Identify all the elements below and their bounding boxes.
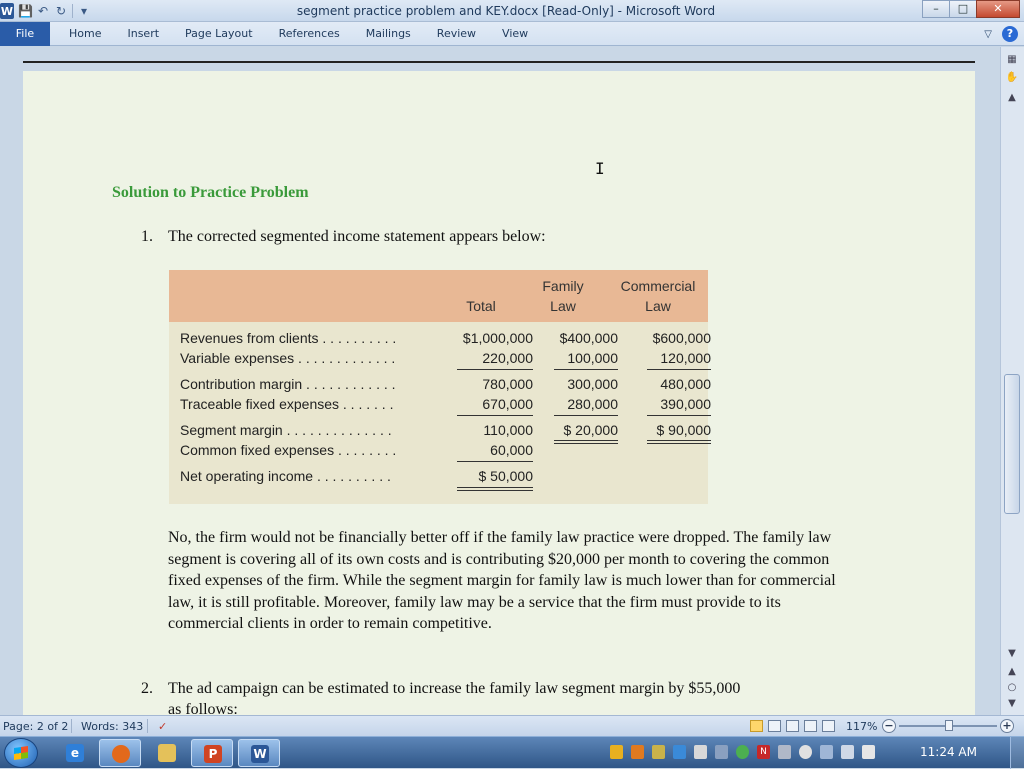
page-header-rule	[23, 61, 975, 63]
ribbon-tabs	[56, 22, 541, 46]
start-button[interactable]	[4, 738, 38, 768]
previous-page-icon[interactable]: ▲	[1008, 666, 1016, 677]
tab-page-layout[interactable]: Page Layout	[185, 27, 253, 40]
table-cell-total: $ 50,000	[478, 468, 533, 484]
status-separator	[71, 719, 72, 733]
file-tab[interactable]: File	[0, 22, 50, 46]
item-2-text-line2: as follows:	[168, 701, 238, 715]
word-icon: W	[251, 745, 269, 763]
show-desktop-button[interactable]	[1010, 737, 1024, 769]
print-layout-icon[interactable]	[750, 720, 763, 732]
tray-tools-icon[interactable]	[715, 745, 728, 759]
tray-green-icon[interactable]	[736, 745, 749, 759]
table-cell-total: $1,000,000	[462, 330, 533, 346]
table-cell-family: 300,000	[567, 376, 618, 392]
table-header	[169, 270, 708, 322]
table-cell-commercial: $600,000	[652, 330, 711, 346]
folder-icon	[158, 744, 176, 762]
outline-view-icon[interactable]	[804, 720, 817, 732]
table-underline	[554, 415, 618, 416]
tab-home[interactable]: Home	[69, 27, 102, 40]
item-1-text: The corrected segmented income statement appears below:	[168, 228, 546, 245]
taskbar-clock[interactable]: 11:24 AM	[920, 745, 977, 759]
help-icon[interactable]: ?	[1002, 26, 1018, 42]
close-button[interactable]: ✕	[976, 0, 1020, 18]
redo-icon[interactable]: ↻	[55, 4, 67, 18]
table-row-label: Common fixed expenses . . . . . . . .	[180, 442, 397, 458]
select-browse-object-icon[interactable]: ○	[1007, 682, 1017, 693]
table-cell-commercial: $ 90,000	[656, 422, 711, 438]
ruler-toggle-icon[interactable]: ▦	[1007, 54, 1017, 65]
powerpoint-icon: P	[204, 745, 222, 763]
word-app-icon[interactable]: W	[0, 4, 14, 18]
zoom-slider-knob[interactable]	[945, 720, 953, 731]
tray-sync-icon[interactable]	[778, 745, 791, 759]
table-cell-family: $400,000	[559, 330, 618, 346]
window-controls	[923, 0, 1020, 18]
table-cell-total: 670,000	[482, 396, 533, 412]
table-cell-commercial: 480,000	[660, 376, 711, 392]
draft-view-icon[interactable]	[822, 720, 835, 732]
table-row-label: Contribution margin . . . . . . . . . . . .	[180, 376, 396, 392]
tray-settings-icon[interactable]	[799, 745, 812, 759]
item-2-number: 2.	[141, 680, 153, 697]
document-area[interactable]	[0, 47, 1000, 715]
table-underline	[457, 415, 533, 416]
tray-network-icon[interactable]	[820, 745, 833, 759]
scroll-up-icon[interactable]: ▲	[1008, 92, 1016, 103]
i-beam-cursor-icon: I	[595, 159, 605, 178]
tray-flag-icon[interactable]	[862, 745, 875, 759]
zoom-out-button[interactable]: −	[882, 719, 896, 733]
table-underline	[647, 415, 711, 416]
scrollbar-thumb[interactable]	[1004, 374, 1020, 514]
table-cell-total: 220,000	[482, 350, 533, 366]
firefox-icon	[112, 745, 130, 763]
table-double-underline	[554, 443, 618, 444]
internet-explorer-icon: e	[66, 744, 84, 762]
maximize-button[interactable]: □	[949, 0, 977, 18]
taskbar-internet-explorer[interactable]	[54, 739, 96, 767]
tray-n-icon[interactable]: N	[757, 745, 770, 759]
tray-pencil-icon[interactable]	[652, 745, 665, 759]
save-icon[interactable]: 💾	[18, 4, 33, 18]
system-tray	[610, 745, 875, 759]
tab-review[interactable]: Review	[436, 27, 477, 40]
table-row-label: Revenues from clients . . . . . . . . . .	[180, 330, 397, 346]
minimize-ribbon-icon[interactable]: ▽	[984, 28, 992, 40]
tray-volume-icon[interactable]	[841, 745, 854, 759]
header-commercial-line1: Commercial	[620, 278, 696, 294]
pan-hand-icon[interactable]: ✋	[1005, 72, 1019, 83]
table-cell-commercial: 120,000	[660, 350, 711, 366]
next-page-icon[interactable]: ▼	[1008, 698, 1016, 709]
table-underline	[647, 369, 711, 370]
table-double-underline	[457, 487, 533, 488]
table-row-label: Segment margin . . . . . . . . . . . . . .	[180, 422, 392, 438]
table-underline	[457, 461, 533, 462]
status-bar	[0, 715, 1024, 736]
windows-taskbar	[0, 736, 1024, 768]
tray-globe-icon[interactable]	[694, 745, 707, 759]
header-commercial-line2: Law	[645, 298, 671, 314]
vertical-scrollbar[interactable]	[1000, 47, 1024, 715]
taskbar-firefox[interactable]	[99, 739, 141, 767]
table-underline	[554, 369, 618, 370]
table-row-label: Traceable fixed expenses . . . . . . .	[180, 396, 394, 412]
title-bar	[0, 0, 1024, 22]
table-row-label: Variable expenses . . . . . . . . . . . . .	[180, 350, 396, 366]
solution-heading: Solution to Practice Problem	[112, 184, 309, 201]
table-double-underline	[647, 443, 711, 444]
scroll-down-icon[interactable]: ▼	[1008, 648, 1016, 659]
undo-icon[interactable]: ↶	[37, 4, 49, 18]
taskbar-explorer[interactable]	[146, 739, 188, 767]
tray-shield-icon[interactable]	[610, 745, 623, 759]
ribbon-tab-bar	[0, 22, 1024, 46]
item-1-number: 1.	[141, 228, 153, 245]
table-cell-total: 780,000	[482, 376, 533, 392]
table-cell-family: 280,000	[567, 396, 618, 412]
table-double-underline	[647, 440, 711, 441]
table-cell-total: 60,000	[490, 442, 533, 458]
minimize-button[interactable]: –	[922, 0, 950, 18]
web-layout-icon[interactable]	[786, 720, 799, 732]
table-underline	[457, 369, 533, 370]
table-cell-commercial: 390,000	[660, 396, 711, 412]
table-double-underline	[457, 490, 533, 491]
tab-view[interactable]: View	[502, 27, 529, 40]
tray-app-icon[interactable]	[631, 745, 644, 759]
word-count[interactable]: Words: 343	[81, 720, 144, 733]
full-screen-reading-icon[interactable]	[768, 720, 781, 732]
zoom-in-button[interactable]: +	[1000, 719, 1014, 733]
proofing-icon[interactable]: ✓	[158, 720, 168, 733]
window-title: segment practice problem and KEY.docx [Read-Only] - Microsoft Word	[296, 4, 716, 18]
segmented-income-statement-table	[169, 270, 711, 504]
status-separator	[147, 719, 148, 733]
taskbar-word[interactable]	[238, 739, 280, 767]
tab-mailings[interactable]: Mailings	[365, 27, 411, 40]
table-double-underline	[554, 440, 618, 441]
customize-qat-icon[interactable]: ▾	[80, 4, 88, 18]
zoom-level[interactable]: 117%	[846, 720, 878, 733]
tray-bluetooth-icon[interactable]	[673, 745, 686, 759]
page-indicator[interactable]: Page: 2 of 2	[3, 720, 69, 733]
ribbon-right-controls	[984, 26, 1018, 42]
explanation-paragraph: No, the firm would not be financially better off if the family law practice were dropped. The family law segment is covering all of its own costs and is contributing $20,000 per month to covering the common fixed expenses of the firm. While the segment margin for family law is much lower than for commercial law, it is still profitable. Moreover, family law may be a service that the firm must provide to its commercial clients in order to remain competitive.	[168, 529, 836, 632]
table-row-label: Net operating income . . . . . . . . . .	[180, 468, 391, 484]
table-cell-total: 110,000	[483, 422, 533, 438]
taskbar-powerpoint[interactable]	[191, 739, 233, 767]
item-2-text-line1: The ad campaign can be estimated to increase the family law segment margin by $55,000	[168, 680, 741, 697]
tab-insert[interactable]: Insert	[127, 27, 160, 40]
table-cell-family: $ 20,000	[563, 422, 618, 438]
table-cell-family: 100,000	[567, 350, 618, 366]
header-total: Total	[466, 298, 496, 314]
header-family-line1: Family	[542, 278, 584, 294]
header-family-line2: Law	[550, 298, 576, 314]
tab-references[interactable]: References	[278, 27, 340, 40]
